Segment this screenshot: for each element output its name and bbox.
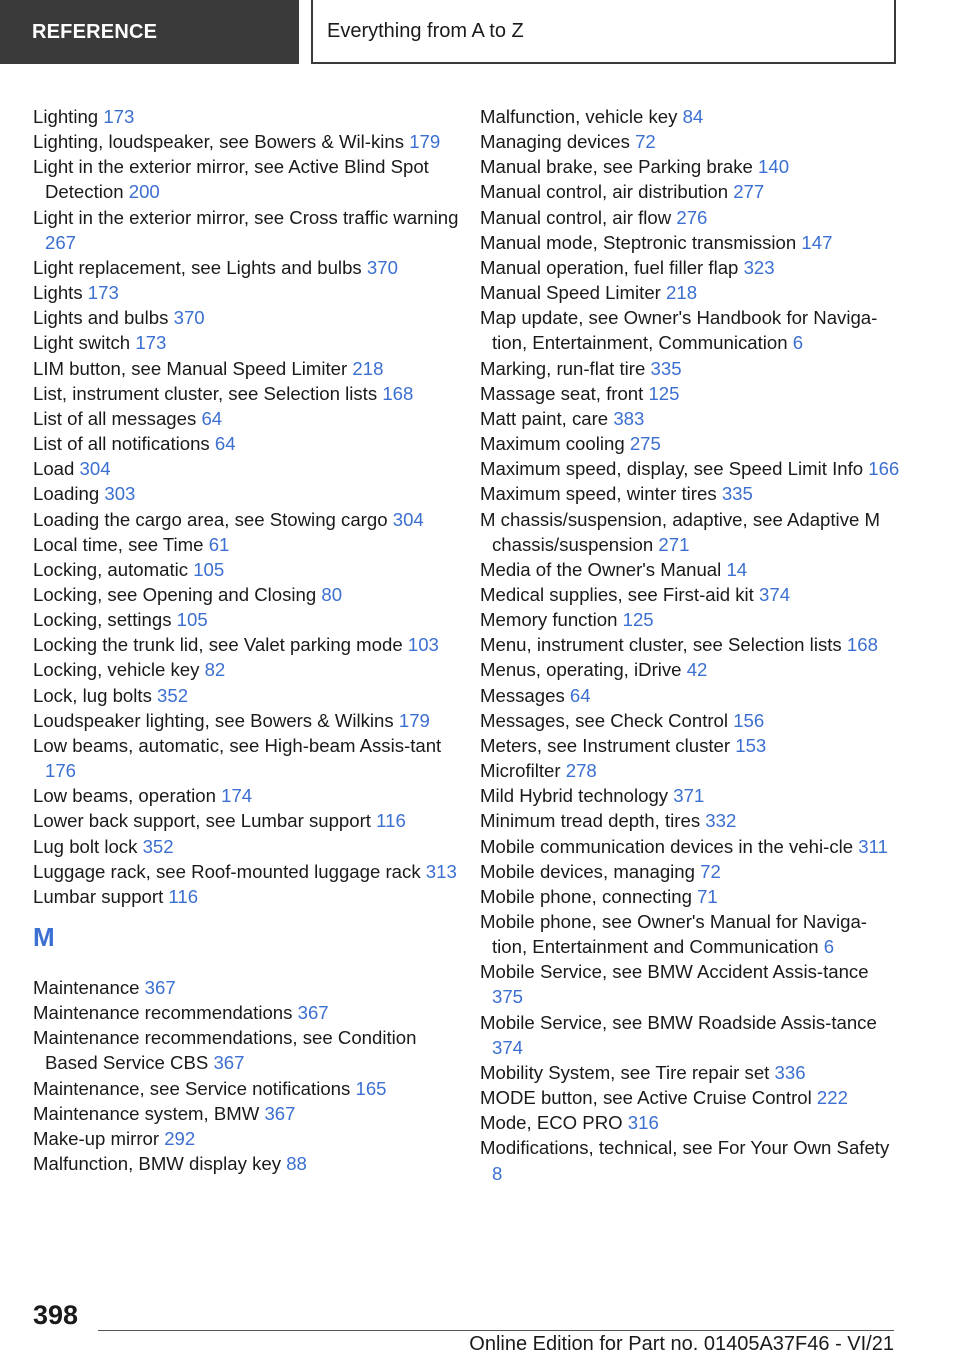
index-entry xyxy=(480,1110,900,1135)
index-page-link[interactable]: 383 xyxy=(613,407,645,429)
index-entry xyxy=(33,708,463,733)
index-entry-text: Media of the Owner's Manual xyxy=(480,558,722,580)
index-page-link[interactable]: 367 xyxy=(264,1102,296,1124)
index-page-link[interactable]: 304 xyxy=(79,458,111,480)
index-page-link[interactable]: 370 xyxy=(173,307,205,329)
index-entry-text: Menus, operating, iDrive xyxy=(480,659,682,681)
index-entry xyxy=(480,884,900,909)
index-entry xyxy=(480,230,900,255)
index-page-link[interactable]: 105 xyxy=(193,558,225,580)
index-entry xyxy=(480,381,900,406)
section-tab xyxy=(0,0,299,64)
index-entry xyxy=(480,406,900,431)
index-entry xyxy=(480,909,900,959)
index-page-link[interactable]: 316 xyxy=(627,1112,659,1134)
index-page-link[interactable]: 335 xyxy=(721,483,753,505)
index-entry xyxy=(480,104,900,129)
index-entry-text: MODE button, see Active Cruise Control xyxy=(480,1087,812,1109)
index-entry-text: Meters, see Instrument cluster xyxy=(480,734,731,756)
index-entry xyxy=(33,733,463,783)
index-page-link[interactable]: 14 xyxy=(726,558,748,580)
index-entry xyxy=(33,632,463,657)
index-page-link[interactable]: 103 xyxy=(407,634,439,656)
index-page-link[interactable]: 116 xyxy=(376,810,406,832)
index-entry xyxy=(33,683,463,708)
index-entry xyxy=(33,305,463,330)
index-entry-text: Lock, lug bolts xyxy=(33,684,152,706)
index-entry xyxy=(33,280,463,305)
index-page-link[interactable]: 276 xyxy=(676,206,708,228)
index-page-link[interactable]: 374 xyxy=(492,1036,524,1058)
index-entry-text: Light replacement, see Lights and bulbs xyxy=(33,256,362,278)
index-entry xyxy=(480,129,900,154)
index-entry xyxy=(480,582,900,607)
index-entry-text: M chassis/suspension, adaptive, see Adaptive M chassis/suspension xyxy=(480,508,880,555)
index-page-link[interactable]: 278 xyxy=(565,760,597,782)
index-entry xyxy=(480,431,900,456)
index-page-link[interactable]: 42 xyxy=(686,659,708,681)
footer-divider xyxy=(98,1330,894,1331)
index-entry xyxy=(33,205,463,255)
index-page-link[interactable]: 367 xyxy=(144,977,176,998)
index-entry xyxy=(33,356,463,381)
index-entry xyxy=(33,104,463,129)
index-entry xyxy=(33,431,463,456)
index-page-link[interactable]: 116 xyxy=(168,885,199,907)
index-entry xyxy=(480,683,900,708)
index-entry xyxy=(33,859,463,884)
index-entry-text: List of all messages xyxy=(33,407,197,429)
index-entry-text: Menu, instrument cluster, see Selection lists xyxy=(480,634,842,656)
index-entry-text: Matt paint, care xyxy=(480,407,609,429)
index-entry-text: Manual control, air flow xyxy=(480,206,672,228)
index-page-link[interactable]: 168 xyxy=(846,634,878,656)
index-page-link[interactable]: 336 xyxy=(774,1061,806,1083)
index-page-link[interactable]: 176 xyxy=(45,760,77,782)
index-page-link[interactable]: 218 xyxy=(666,282,698,304)
index-entry-text: Mobile phone, connecting xyxy=(480,885,692,907)
index-page-link[interactable]: 271 xyxy=(658,533,690,555)
index-entry-text: Low beams, automatic, see High-beam Assis‐tant xyxy=(33,734,442,756)
index-entry-text: Lower back support, see Lumbar support xyxy=(33,810,371,832)
index-entry xyxy=(33,406,463,431)
index-page-link[interactable]: 375 xyxy=(492,986,524,1008)
index-entry xyxy=(480,783,900,808)
page-number: 398 xyxy=(33,1300,79,1330)
index-entry-text: Lighting xyxy=(33,106,99,127)
index-page-link[interactable]: 173 xyxy=(135,332,167,354)
index-entry xyxy=(33,975,463,1000)
index-page-link[interactable]: 168 xyxy=(382,382,414,404)
index-entry-text: Locking, automatic xyxy=(33,558,189,580)
index-entry-text: Medical supplies, see First-aid kit xyxy=(480,583,754,605)
index-entry-text: Maintenance xyxy=(33,977,140,998)
index-entry xyxy=(480,808,900,833)
index-entry xyxy=(480,205,900,230)
index-page-link[interactable]: 165 xyxy=(355,1077,387,1099)
index-entry-text: Manual mode, Steptronic transmission xyxy=(480,231,797,253)
index-entry-text: Loading xyxy=(33,483,100,505)
index-page-link[interactable]: 72 xyxy=(635,131,656,153)
index-entry xyxy=(33,154,463,204)
index-entry-text: LIM button, see Manual Speed Limiter xyxy=(33,357,348,379)
index-entry-text: Maintenance system, BMW xyxy=(33,1102,260,1124)
index-page-link[interactable]: 323 xyxy=(743,256,775,278)
index-page-link[interactable]: 367 xyxy=(297,1002,329,1024)
index-entry xyxy=(480,456,900,481)
index-entry xyxy=(33,456,463,481)
index-page-link[interactable]: 153 xyxy=(735,734,767,756)
index-entry-text: Low beams, operation xyxy=(33,785,216,807)
index-entry xyxy=(33,607,463,632)
index-column-right xyxy=(480,104,900,1186)
index-entry xyxy=(480,1085,900,1110)
index-entry-text: Microfilter xyxy=(480,760,561,782)
index-entry xyxy=(33,582,463,607)
index-entry-text: Manual control, air distribution xyxy=(480,181,729,203)
index-page-link[interactable]: 218 xyxy=(352,357,384,379)
index-entry xyxy=(33,783,463,808)
chapter-header xyxy=(311,0,896,64)
index-entry xyxy=(480,859,900,884)
index-entry xyxy=(480,1010,900,1060)
index-page-link[interactable]: 71 xyxy=(697,885,718,907)
index-entry xyxy=(33,255,463,280)
index-page-link[interactable]: 277 xyxy=(733,181,765,203)
index-entry xyxy=(480,255,900,280)
index-page-link[interactable]: 222 xyxy=(816,1087,848,1109)
index-entry xyxy=(480,154,900,179)
index-page-link[interactable]: 311 xyxy=(858,835,888,857)
index-entry-text: Lights xyxy=(33,282,83,304)
index-page-link[interactable]: 352 xyxy=(157,684,189,706)
index-page-link[interactable]: 313 xyxy=(425,860,457,882)
index-entry xyxy=(33,532,463,557)
index-page-link[interactable]: 80 xyxy=(321,583,343,605)
index-entry xyxy=(33,1126,463,1151)
index-entry xyxy=(480,305,900,355)
index-entry-text: Luggage rack, see Roof-mounted luggage rack xyxy=(33,860,421,882)
index-entry xyxy=(480,607,900,632)
index-entry-text: Lumbar support xyxy=(33,885,164,907)
index-entry-text: Mobile phone, see Owner's Manual for Naviga‐tion, Entertainment and Communication xyxy=(480,911,867,958)
index-page-link[interactable]: 84 xyxy=(682,106,704,127)
index-page-link[interactable]: 303 xyxy=(104,483,136,505)
index-page-link[interactable]: 173 xyxy=(87,282,119,304)
index-page-link[interactable]: 147 xyxy=(801,231,833,253)
index-page-link[interactable]: 304 xyxy=(392,508,424,530)
index-entry xyxy=(33,884,463,909)
index-page-link[interactable]: 374 xyxy=(759,583,791,605)
index-entry-text: Loading the cargo area, see Stowing cargo xyxy=(33,508,388,530)
index-entry xyxy=(480,959,900,1009)
index-entry-text: Maximum cooling xyxy=(480,433,625,455)
index-page-link[interactable]: 105 xyxy=(176,609,208,631)
index-entry-text: List of all notifications xyxy=(33,433,210,455)
index-entry xyxy=(480,1060,900,1085)
index-page-link[interactable]: 125 xyxy=(622,609,654,631)
index-entry-text: Mobile communication devices in the vehi‐cle xyxy=(480,835,854,857)
index-entry xyxy=(33,1076,463,1101)
index-entry xyxy=(480,557,900,582)
index-entry-text: Mode, ECO PRO xyxy=(480,1112,623,1134)
index-entry-text: Mobile devices, managing xyxy=(480,860,695,882)
index-entry xyxy=(33,1101,463,1126)
index-page-link[interactable]: 82 xyxy=(204,659,226,681)
index-entry xyxy=(33,557,463,582)
index-page-link[interactable]: 64 xyxy=(569,684,591,706)
index-page-link[interactable]: 6 xyxy=(792,332,804,354)
index-entry-text: Modifications, technical, see For Your Own Safety xyxy=(480,1137,890,1159)
index-entry xyxy=(33,657,463,682)
index-page-link[interactable]: 72 xyxy=(700,860,721,882)
index-page-link[interactable]: 61 xyxy=(208,533,230,555)
chapter-title: Everything from A to Z xyxy=(327,19,524,42)
index-entry-text: Maintenance recommendations, see Condition Based Service CBS xyxy=(33,1027,417,1074)
index-entry-text: Manual brake, see Parking brake xyxy=(480,156,753,178)
index-page-link[interactable]: 166 xyxy=(868,458,900,480)
index-entry xyxy=(480,280,900,305)
index-entry-text: Maintenance recommendations xyxy=(33,1002,293,1024)
index-entry-text: Maintenance, see Service notifications xyxy=(33,1077,351,1099)
index-entry-text: Loudspeaker lighting, see Bowers & Wilkins xyxy=(33,709,394,731)
index-entry xyxy=(33,834,463,859)
index-entry xyxy=(480,356,900,381)
index-entry xyxy=(480,733,900,758)
index-page-link[interactable]: 179 xyxy=(409,131,441,153)
index-entry-text: Make-up mirror xyxy=(33,1127,160,1149)
index-letter-heading: M xyxy=(33,922,55,952)
index-entry-text: Mild Hybrid technology xyxy=(480,785,669,807)
index-entry-text: Malfunction, BMW display key xyxy=(33,1153,282,1175)
index-entry xyxy=(33,808,463,833)
index-entry-text: Messages xyxy=(480,684,565,706)
index-entry-text: Mobile Service, see BMW Roadside Assis‐tance xyxy=(480,1011,877,1033)
footer-edition: Online Edition for Part no. 01405A37F46 - VI/21 xyxy=(469,1333,894,1355)
index-entry xyxy=(33,129,463,154)
index-entry-text: Malfunction, vehicle key xyxy=(480,106,678,127)
index-entry-text: Mobile Service, see BMW Accident Assis‐tance xyxy=(480,961,869,983)
index-page-link[interactable]: 88 xyxy=(286,1153,307,1175)
index-entry xyxy=(33,481,463,506)
index-entry-text: Locking, see Opening and Closing xyxy=(33,583,317,605)
index-entry-text: Lug bolt lock xyxy=(33,835,138,857)
index-page-link[interactable]: 370 xyxy=(366,256,398,278)
index-entry xyxy=(480,179,900,204)
index-page-link[interactable]: 275 xyxy=(629,433,661,455)
index-page-link[interactable]: 367 xyxy=(213,1052,245,1074)
index-entry-text: Maximum speed, display, see Speed Limit Info xyxy=(480,458,864,480)
index-entry-text: Locking, vehicle key xyxy=(33,659,200,681)
index-page-link[interactable]: 352 xyxy=(142,835,174,857)
index-entry xyxy=(480,758,900,783)
index-entry-text: Load xyxy=(33,458,75,480)
index-entry-text: Managing devices xyxy=(480,131,630,153)
section-label: REFERENCE xyxy=(32,20,158,43)
index-page-link[interactable]: 200 xyxy=(128,181,160,203)
index-page-link[interactable]: 8 xyxy=(492,1162,503,1184)
index-entry-text: Minimum tread depth, tires xyxy=(480,810,701,832)
index-page-link[interactable]: 179 xyxy=(398,709,430,731)
index-entry xyxy=(480,708,900,733)
index-entry-text: Light switch xyxy=(33,332,131,354)
index-entry xyxy=(480,507,900,557)
index-entry-text: Manual Speed Limiter xyxy=(480,282,661,304)
index-entry-text: List, instrument cluster, see Selection lists xyxy=(33,382,378,404)
index-entry xyxy=(33,1151,463,1176)
index-entry-text: Local time, see Time xyxy=(33,533,204,555)
index-entry-text: Locking the trunk lid, see Valet parking mode xyxy=(33,634,403,656)
index-page-link[interactable]: 335 xyxy=(650,357,682,379)
index-entry xyxy=(33,330,463,355)
index-entry-text: Manual operation, fuel filler flap xyxy=(480,256,739,278)
index-entry xyxy=(480,1135,900,1185)
index-entry xyxy=(480,481,900,506)
index-page-link[interactable]: 64 xyxy=(214,433,236,455)
index-entry-text: Light in the exterior mirror, see Cross traffic warning xyxy=(33,206,459,228)
index-entry xyxy=(33,1025,463,1075)
index-entry-text: Map update, see Owner's Handbook for Naviga‐tion, Entertainment, Communication xyxy=(480,307,878,354)
index-entry-text: Messages, see Check Control xyxy=(480,709,729,731)
index-entry xyxy=(33,1000,463,1025)
index-page-link[interactable]: 64 xyxy=(201,407,223,429)
index-entry-text: Maximum speed, winter tires xyxy=(480,483,717,505)
index-page-link[interactable]: 156 xyxy=(733,709,765,731)
index-entry-text: Mobility System, see Tire repair set xyxy=(480,1061,770,1083)
index-entry xyxy=(480,657,900,682)
index-page-link[interactable]: 173 xyxy=(103,106,135,127)
index-page-link[interactable]: 371 xyxy=(673,785,705,807)
index-entry-text: Locking, settings xyxy=(33,609,172,631)
index-entry xyxy=(33,507,463,532)
index-entry xyxy=(480,632,900,657)
index-entry-text: Massage seat, front xyxy=(480,382,644,404)
index-entry-text: Lighting, loudspeaker, see Bowers & Wil‐kins xyxy=(33,131,405,153)
index-entry-text: Marking, run-flat tire xyxy=(480,357,646,379)
index-entry-text: Memory function xyxy=(480,609,618,631)
index-entry-text: Light in the exterior mirror, see Active Blind Spot Detection xyxy=(33,156,429,203)
index-page-link[interactable]: 174 xyxy=(221,785,253,807)
index-page-link[interactable]: 125 xyxy=(648,382,680,404)
index-page-link[interactable]: 332 xyxy=(705,810,737,832)
index-page-link[interactable]: 267 xyxy=(45,231,77,253)
index-page-link[interactable]: 292 xyxy=(164,1127,196,1149)
index-page-link[interactable]: 6 xyxy=(823,936,835,958)
index-column-left xyxy=(33,104,463,1176)
index-page-link[interactable]: 140 xyxy=(758,156,790,178)
index-entry-text: Lights and bulbs xyxy=(33,307,169,329)
index-entry xyxy=(480,834,900,859)
index-entry xyxy=(33,381,463,406)
